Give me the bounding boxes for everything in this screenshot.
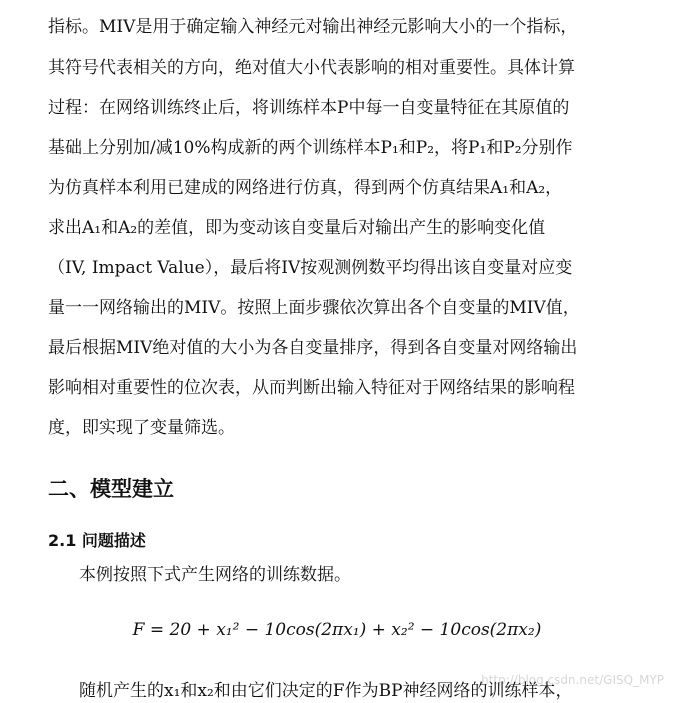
paragraph-line: 其符号代表相关的方向，绝对值大小代表影响的相对重要性。具体计算 (48, 58, 575, 78)
paragraph-line: 最后根据MIV绝对值的大小为各自变量排序，得到各自变量对网络输出 (48, 338, 578, 358)
paragraph-line: 为仿真样本利用已建成的网络进行仿真，得到两个仿真结果A₁和A₂， (48, 178, 563, 198)
paragraph-line: 过程：在网络训练终止后，将训练样本P中每一自变量特征在其原值的 (48, 98, 570, 118)
intro-text: 本例按照下式产生网络的训练数据。 (79, 565, 351, 585)
paragraph-line: 度，即实现了变量筛选。 (48, 418, 235, 438)
section-heading: 二、模型建立 (48, 477, 174, 501)
paragraph-line: 影响相对重要性的位次表，从而判断出输入特征对于网络结果的影响程 (48, 378, 575, 398)
subsection-heading: 2.1 问题描述 (48, 531, 146, 550)
formula: F = 20 + x₁² − 10cos(2πx₁) + x₂² − 10cos(2πx₂) (132, 620, 542, 640)
paragraph-line: 基础上分别加/减10%构成新的两个训练样本P₁和P₂，将P₁和P₂分别作 (48, 138, 573, 158)
last-line: 随机产生的x₁和x₂和由它们决定的F作为BP神经网络的训练样本， (79, 681, 573, 701)
paragraph-line: 求出A₁和A₂的差值，即为变动该自变量后对输出产生的影响变化值 (48, 218, 546, 238)
watermark: http://blog.csdn.net/GISQ_MYP (481, 673, 664, 687)
paragraph-line: 量一一网络输出的MIV。按照上面步骤依次算出各个自变量的MIV值， (48, 298, 580, 318)
paragraph-line: （IV, Impact Value），最后将IV按观测例数平均得出该自变量对应变 (48, 258, 573, 278)
paragraph-line: 指标。MIV是用于确定输入神经元对输出神经元影响大小的一个指标， (48, 17, 578, 37)
